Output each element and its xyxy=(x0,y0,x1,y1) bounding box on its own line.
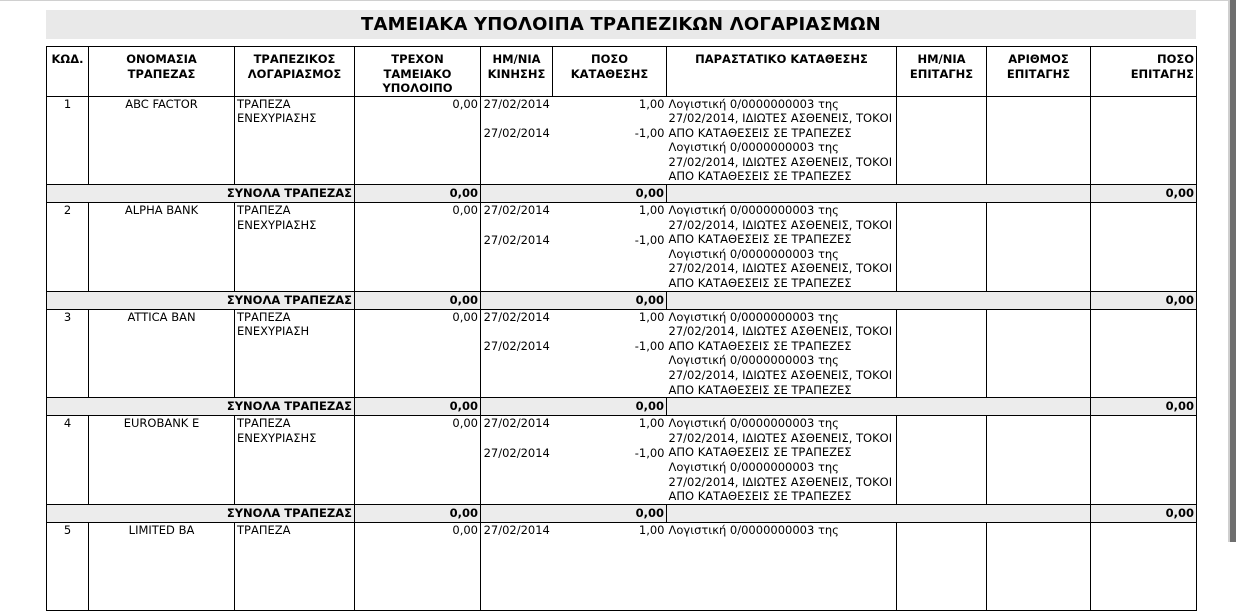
cheque-number xyxy=(987,522,1091,610)
bank-totals-row xyxy=(47,398,1197,416)
totals-spacer xyxy=(667,398,1091,416)
bank-balance: 0,00 xyxy=(355,203,481,292)
bank-code: 4 xyxy=(47,416,89,505)
bank-totals-row xyxy=(47,291,1197,309)
total-deposit: 0,00 xyxy=(481,291,667,309)
deposit-documents: Λογιστική 0/0000000003 της 27/02/2014, ΙΔΙΩΤΕΣ ΑΣΘΕΝΕΙΣ, ΤΟΚΟΙ ΑΠΟ ΚΑΤΑΘΕΣΕΙΣ ΣΕ ΤΡΑΠΕΖΕΣ Λογιστική 0/0000000003 της 27/02/2014, ΙΔΙΩΤΕΣ ΑΣΘΕΝΕΙΣ, ΤΟΚΟΙ ΑΠΟ ΚΑΤΑΘΕΣΕΙΣ ΣΕ ΤΡΑΠΕΖΕΣ xyxy=(667,309,897,398)
total-balance: 0,00 xyxy=(355,185,481,203)
deposit-amounts: 1,00 -1,00 xyxy=(553,96,667,185)
bank-code: 1 xyxy=(47,96,89,185)
col-header-code: ΚΩΔ. xyxy=(47,47,89,97)
bank-account: ΤΡΑΠΕΖΑ ΕΝΕΧΥΡΙΑΣΗ xyxy=(235,309,355,398)
total-balance: 0,00 xyxy=(355,291,481,309)
cheque-date xyxy=(897,96,987,185)
total-balance: 0,00 xyxy=(355,398,481,416)
bank-balance: 0,00 xyxy=(355,522,481,610)
bank-account: ΤΡΑΠΕΖΑ xyxy=(235,522,355,610)
totals-spacer xyxy=(667,504,1091,522)
cheque-amount xyxy=(1091,203,1197,292)
table-row xyxy=(47,203,1197,292)
bank-name: ATTICA BAN xyxy=(89,309,235,398)
table-row xyxy=(47,522,1197,610)
bank-balance: 0,00 xyxy=(355,416,481,505)
deposit-documents: Λογιστική 0/0000000003 της xyxy=(667,522,897,610)
cheque-date xyxy=(897,203,987,292)
total-cheque: 0,00 xyxy=(1091,398,1197,416)
totals-spacer xyxy=(667,291,1091,309)
cheque-amount xyxy=(1091,416,1197,505)
deposit-documents: Λογιστική 0/0000000003 της 27/02/2014, ΙΔΙΩΤΕΣ ΑΣΘΕΝΕΙΣ, ΤΟΚΟΙ ΑΠΟ ΚΑΤΑΘΕΣΕΙΣ ΣΕ ΤΡΑΠΕΖΕΣ Λογιστική 0/0000000003 της 27/02/2014, ΙΔΙΩΤΕΣ ΑΣΘΕΝΕΙΣ, ΤΟΚΟΙ ΑΠΟ ΚΑΤΑΘΕΣΕΙΣ ΣΕ ΤΡΑΠΕΖΕΣ xyxy=(667,203,897,292)
move-dates: 27/02/2014 27/02/2014 xyxy=(481,203,553,292)
table-row xyxy=(47,309,1197,398)
cheque-amount xyxy=(1091,96,1197,185)
move-dates: 27/02/2014 27/02/2014 xyxy=(481,96,553,185)
table-row xyxy=(47,416,1197,505)
total-cheque: 0,00 xyxy=(1091,185,1197,203)
bank-totals-row xyxy=(47,504,1197,522)
totals-label: ΣΥΝΟΛΑ ΤΡΑΠΕΖΑΣ xyxy=(47,291,355,309)
totals-label: ΣΥΝΟΛΑ ΤΡΑΠΕΖΑΣ xyxy=(47,398,355,416)
col-header-cheque-amount: ΠΟΣΟ ΕΠΙΤΑΓΗΣ xyxy=(1091,47,1197,97)
col-header-balance: ΤΡΕΧΟΝ ΤΑΜΕΙΑΚΟ ΥΠΟΛΟΙΠΟ xyxy=(355,47,481,97)
move-dates: 27/02/2014 27/02/2014 xyxy=(481,416,553,505)
bank-balance: 0,00 xyxy=(355,309,481,398)
col-header-cheque-number: ΑΡΙΘΜΟΣ ΕΠΙΤΑΓΗΣ xyxy=(987,47,1091,97)
table-row xyxy=(47,96,1197,185)
deposit-amounts: 1,00 -1,00 xyxy=(553,416,667,505)
total-cheque: 0,00 xyxy=(1091,504,1197,522)
total-cheque: 0,00 xyxy=(1091,291,1197,309)
total-deposit: 0,00 xyxy=(481,185,667,203)
deposit-documents: Λογιστική 0/0000000003 της 27/02/2014, ΙΔΙΩΤΕΣ ΑΣΘΕΝΕΙΣ, ΤΟΚΟΙ ΑΠΟ ΚΑΤΑΘΕΣΕΙΣ ΣΕ ΤΡΑΠΕΖΕΣ Λογιστική 0/0000000003 της 27/02/2014, ΙΔΙΩΤΕΣ ΑΣΘΕΝΕΙΣ, ΤΟΚΟΙ ΑΠΟ ΚΑΤΑΘΕΣΕΙΣ ΣΕ ΤΡΑΠΕΖΕΣ xyxy=(667,96,897,185)
cheque-amount xyxy=(1091,309,1197,398)
table-header-row xyxy=(47,47,1197,97)
col-header-deposit-document: ΠΑΡΑΣΤΑΤΙΚΟ ΚΑΤΑΘΕΣΗΣ xyxy=(667,47,897,97)
bank-balances-table xyxy=(46,46,1197,611)
bank-balance: 0,00 xyxy=(355,96,481,185)
col-header-deposit-amount: ΠΟΣΟ ΚΑΤΑΘΕΣΗΣ xyxy=(553,47,667,97)
bank-code: 2 xyxy=(47,203,89,292)
col-header-account: ΤΡΑΠΕΖΙΚΟΣ ΛΟΓΑΡΙΑΣΜΟΣ xyxy=(235,47,355,97)
bank-account: ΤΡΑΠΕΖΑ ΕΝΕΧΥΡΙΑΣΗΣ xyxy=(235,416,355,505)
move-dates: 27/02/2014 27/02/2014 xyxy=(481,309,553,398)
cheque-date xyxy=(897,522,987,610)
total-deposit: 0,00 xyxy=(481,398,667,416)
deposit-amounts: 1,00 xyxy=(553,522,667,610)
bank-name: LIMITED BA xyxy=(89,522,235,610)
window-right-border xyxy=(1230,0,1236,542)
total-deposit: 0,00 xyxy=(481,504,667,522)
totals-label: ΣΥΝΟΛΑ ΤΡΑΠΕΖΑΣ xyxy=(47,185,355,203)
window-top-edge xyxy=(0,0,1228,1)
cheque-number xyxy=(987,309,1091,398)
cheque-number xyxy=(987,203,1091,292)
deposit-amounts: 1,00 -1,00 xyxy=(553,309,667,398)
bank-name: ALPHA BANK xyxy=(89,203,235,292)
cheque-number xyxy=(987,416,1091,505)
cheque-number xyxy=(987,96,1091,185)
total-balance: 0,00 xyxy=(355,504,481,522)
cheque-amount xyxy=(1091,522,1197,610)
deposit-amounts: 1,00 -1,00 xyxy=(553,203,667,292)
report-title: ΤΑΜΕΙΑΚΑ ΥΠΟΛΟΙΠΑ ΤΡΑΠΕΖΙΚΩΝ ΛΟΓΑΡΙΑΣΜΩΝ xyxy=(46,10,1196,39)
deposit-documents: Λογιστική 0/0000000003 της 27/02/2014, ΙΔΙΩΤΕΣ ΑΣΘΕΝΕΙΣ, ΤΟΚΟΙ ΑΠΟ ΚΑΤΑΘΕΣΕΙΣ ΣΕ ΤΡΑΠΕΖΕΣ Λογιστική 0/0000000003 της 27/02/2014, ΙΔΙΩΤΕΣ ΑΣΘΕΝΕΙΣ, ΤΟΚΟΙ ΑΠΟ ΚΑΤΑΘΕΣΕΙΣ ΣΕ ΤΡΑΠΕΖΕΣ xyxy=(667,416,897,505)
bank-account: ΤΡΑΠΕΖΑ ΕΝΕΧΥΡΙΑΣΗΣ xyxy=(235,96,355,185)
bank-totals-row xyxy=(47,185,1197,203)
cheque-date xyxy=(897,309,987,398)
col-header-bank-name: ΟΝΟΜΑΣΙΑ ΤΡΑΠΕΖΑΣ xyxy=(89,47,235,97)
bank-name: ABC FACTOR xyxy=(89,96,235,185)
bank-name: EUROBANK E xyxy=(89,416,235,505)
col-header-move-date: ΗΜ/ΝΙΑ ΚΙΝΗΣΗΣ xyxy=(481,47,553,97)
bank-account: ΤΡΑΠΕΖΑ ΕΝΕΧΥΡΙΑΣΗΣ xyxy=(235,203,355,292)
cheque-date xyxy=(897,416,987,505)
col-header-cheque-date: ΗΜ/ΝΙΑ ΕΠΙΤΑΓΗΣ xyxy=(897,47,987,97)
bank-code: 5 xyxy=(47,522,89,610)
bank-code: 3 xyxy=(47,309,89,398)
totals-spacer xyxy=(667,185,1091,203)
totals-label: ΣΥΝΟΛΑ ΤΡΑΠΕΖΑΣ xyxy=(47,504,355,522)
move-dates: 27/02/2014 xyxy=(481,522,553,610)
